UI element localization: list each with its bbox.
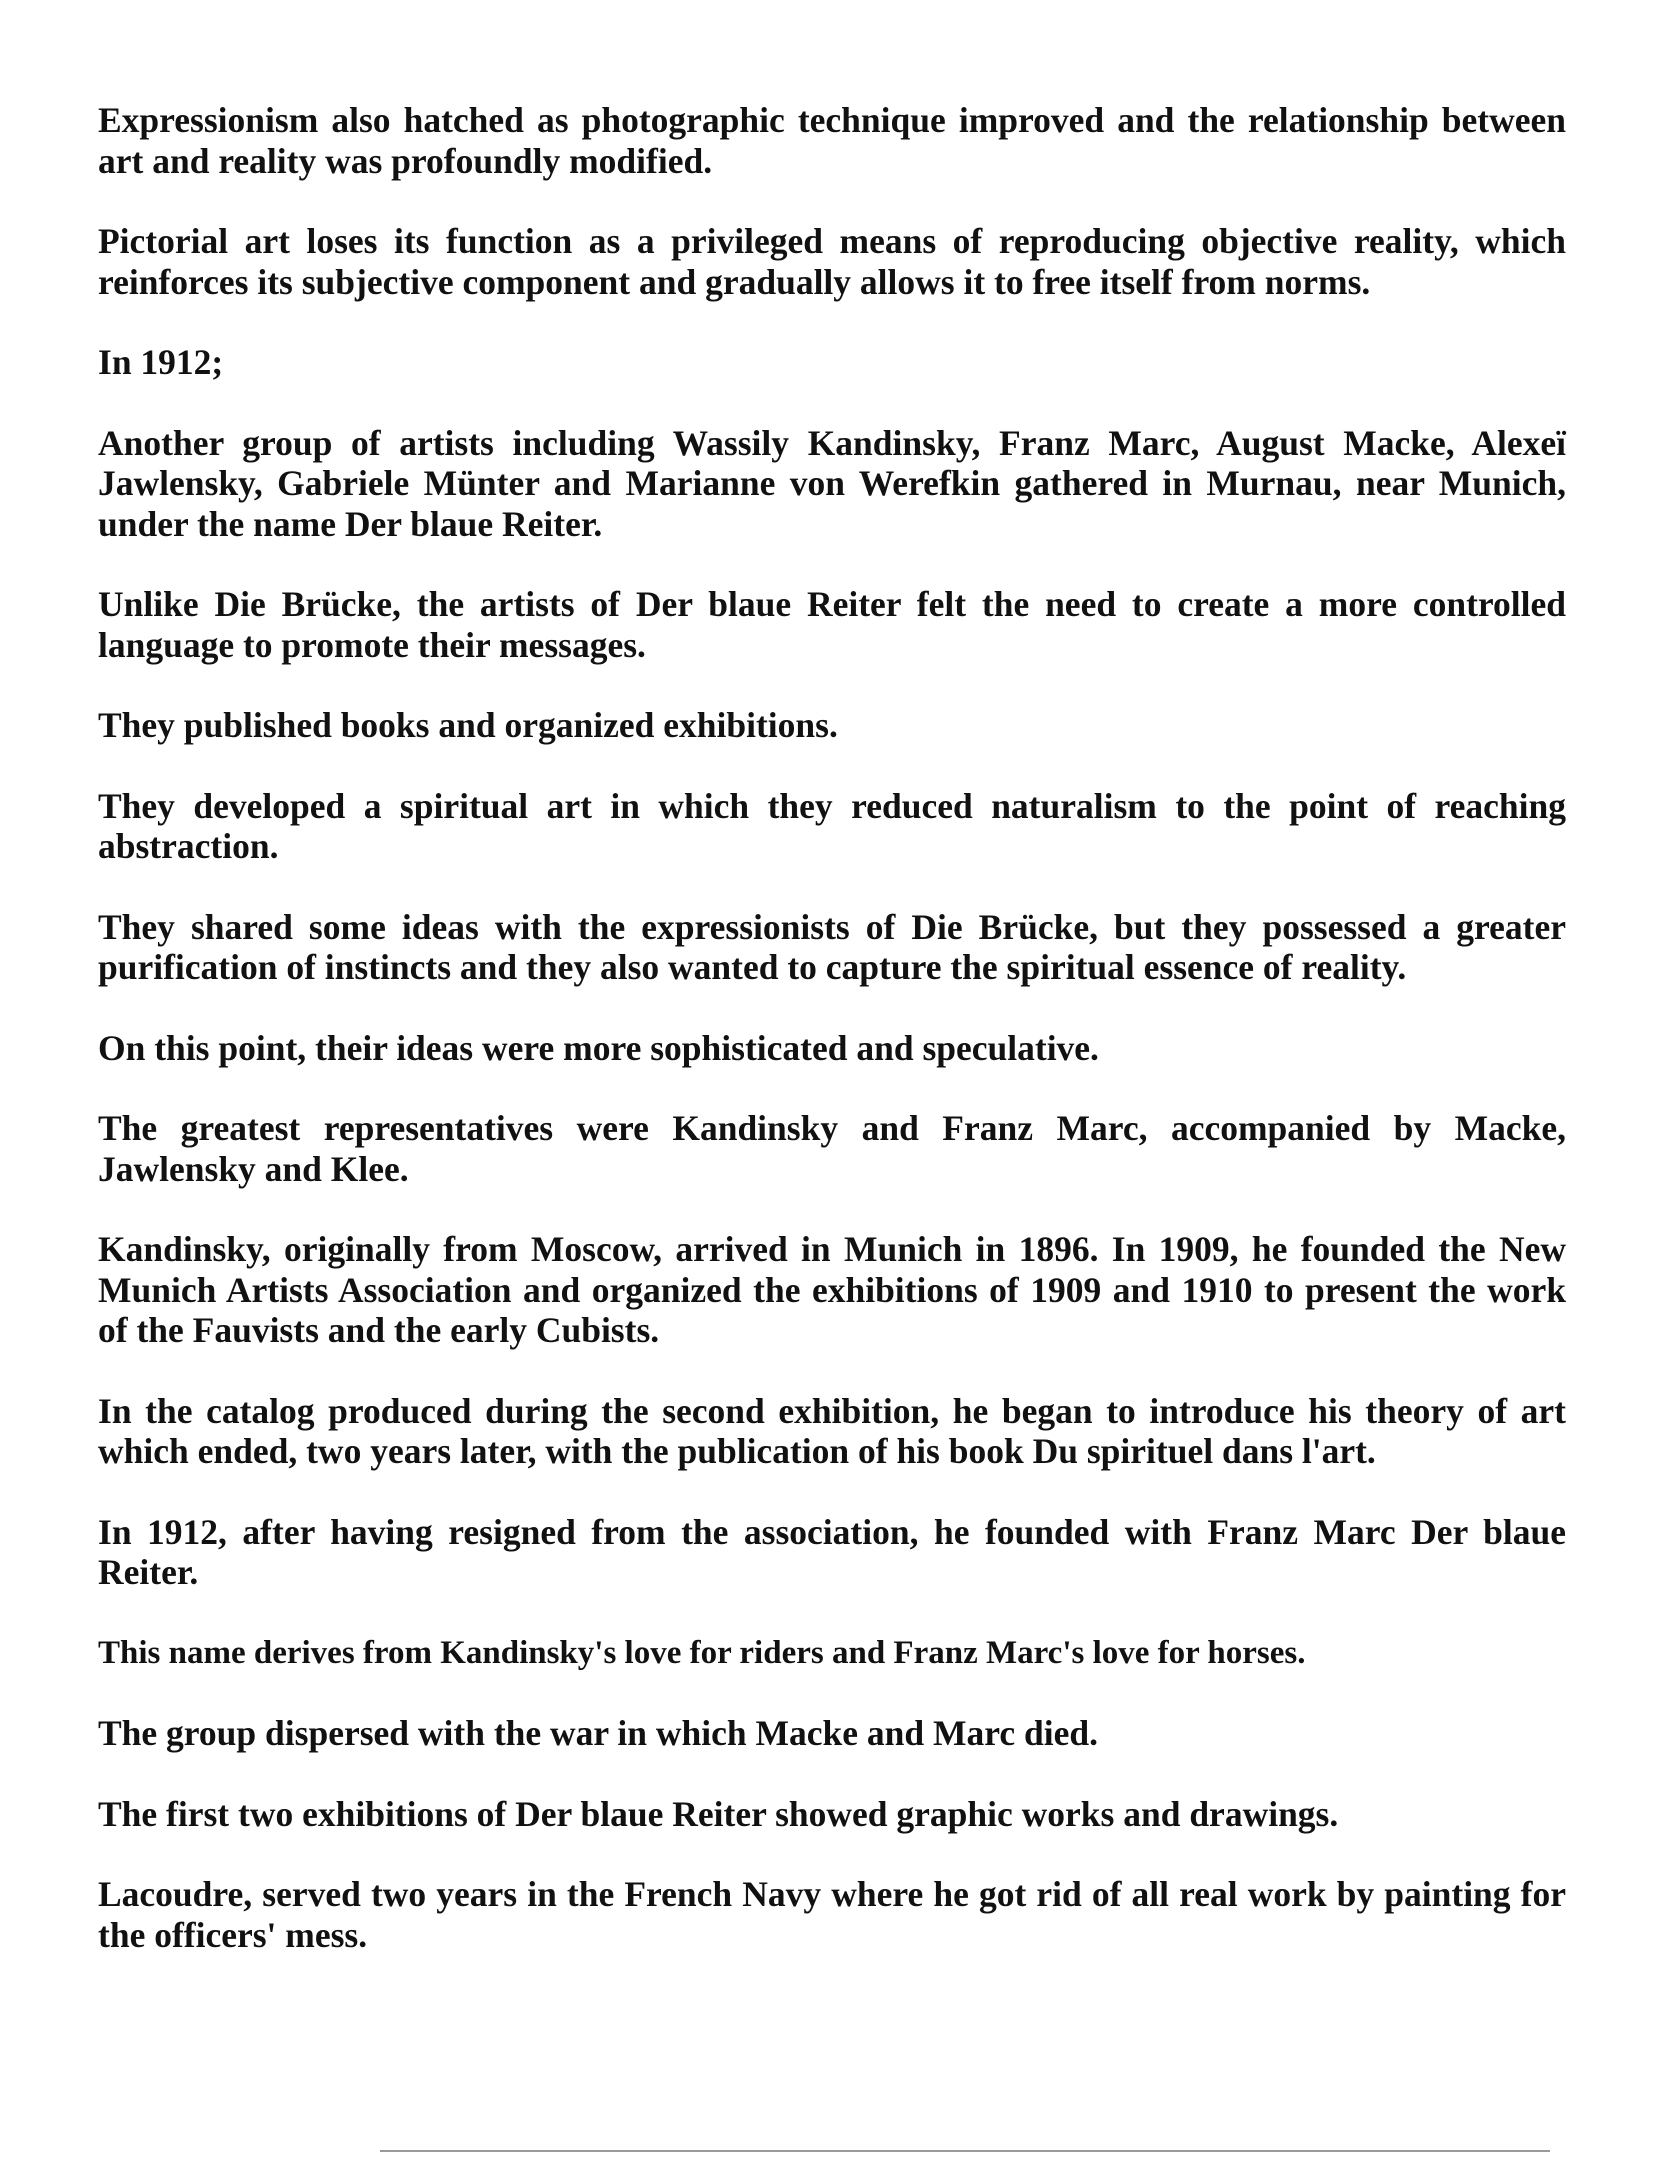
paragraph: In 1912, after having resigned from the association, he founded with Franz Marc Der blaue Reiter. bbox=[98, 1511, 1566, 1592]
paragraph: On this point, their ideas were more sophisticated and speculative. bbox=[98, 1027, 1099, 1068]
paragraph: This name derives from Kandinsky's love for riders and Franz Marc's love for horses. bbox=[98, 1634, 1306, 1671]
paragraph: The first two exhibitions of Der blaue Reiter showed graphic works and drawings. bbox=[98, 1793, 1339, 1834]
paragraph: Unlike Die Brücke, the artists of Der blaue Reiter felt the need to create a more controlled language to promote their messages. bbox=[98, 584, 1566, 665]
paragraph: They shared some ideas with the expressionists of Die Brücke, but they possessed a greater purification of instincts and they also wanted to capture the spiritual essence of reality. bbox=[98, 906, 1566, 987]
paragraph: Pictorial art loses its function as a privileged means of reproducing objective reality, which reinforces its subjective component and gradually allows it to free itself from norms. bbox=[98, 221, 1566, 302]
paragraph: In the catalog produced during the second exhibition, he began to introduce his theory of art which ended, two years later, with the publication of his book Du spirituel dans l'art. bbox=[98, 1390, 1566, 1471]
paragraph: Kandinsky, originally from Moscow, arrived in Munich in 1896. In 1909, he founded the New Munich Artists Association and organized the exhibitions of 1909 and 1910 to present the work of the Fauvists and the early Cubists. bbox=[98, 1229, 1566, 1350]
paragraph: They published books and organized exhibitions. bbox=[98, 705, 838, 745]
paragraph: Lacoudre, served two years in the French Navy where he got rid of all real work by painting for the officers' mess. bbox=[98, 1874, 1566, 1955]
paragraph: Expressionism also hatched as photographic technique improved and the relationship between art and reality was profoundly modified. bbox=[98, 100, 1566, 181]
paragraph: The group dispersed with the war in which Macke and Marc died. bbox=[98, 1713, 1098, 1753]
paragraph: In 1912; bbox=[98, 342, 224, 382]
page-bottom-rule bbox=[380, 2150, 1550, 2152]
paragraph: Another group of artists including Wassily Kandinsky, Franz Marc, August Macke, Alexeï Jawlensky, Gabriele Münter and Marianne von Werefkin gathered in Murnau, near Munich, under the name Der blaue Reiter. bbox=[98, 422, 1566, 544]
paragraph: They developed a spiritual art in which they reduced naturalism to the point of reaching abstraction. bbox=[98, 785, 1566, 866]
paragraph: The greatest representatives were Kandinsky and Franz Marc, accompanied by Macke, Jawlensky and Klee. bbox=[98, 1108, 1566, 1189]
document-page bbox=[98, 100, 1566, 1995]
